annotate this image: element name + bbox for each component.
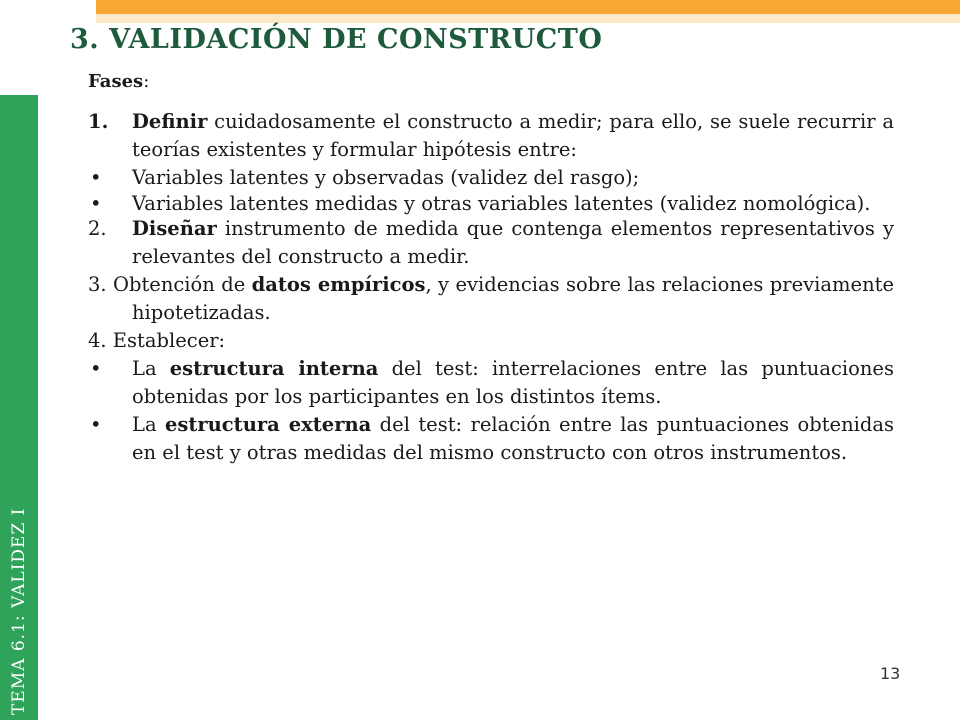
phase-4: 4. Establecer:: [88, 329, 226, 352]
bullet-3: • La estructura interna del test: interrelaciones entre las puntuaciones obtenidas por los participantes en los distintos ítems.: [90, 357, 894, 408]
bullet-2: • Variables latentes medidas y otras variables latentes (validez nomológica).: [90, 192, 871, 215]
page-number: 13: [880, 664, 901, 683]
bullet-icon: •: [90, 192, 102, 215]
bullet-1: • Variables latentes y observadas (validez del rasgo);: [88, 164, 894, 192]
bullet-icon: •: [90, 413, 102, 436]
bullet-icon: •: [90, 166, 102, 189]
bullet-icon: •: [90, 357, 102, 380]
phase-1: 1. Definir cuidadosamente el constructo a medir; para ello, se suele recurrir a teorías existentes y formular hipótesis entre:: [88, 110, 894, 161]
fases-heading: Fases:: [88, 71, 150, 92]
slide-content: [88, 68, 894, 467]
slide-title: 3. VALIDACIÓN DE CONSTRUCTO: [70, 24, 603, 55]
phase-2: 2. Diseñar instrumento de medida que contenga elementos representativos y relevantes del constructo a medir.: [88, 217, 894, 268]
top-accent-bar: [96, 0, 960, 14]
side-label: TEMA 6.1: VALIDEZ I: [9, 507, 29, 715]
bullet-4: • La estructura externa del test: relación entre las puntuaciones obtenidas en el test y otras medidas del mismo constructo con otros instrumentos.: [90, 413, 895, 464]
top-accent-bar-light: [96, 14, 960, 23]
phase-3: 3. Obtención de datos empíricos, y evidencias sobre las relaciones previamente hipotetizadas.: [88, 273, 895, 324]
